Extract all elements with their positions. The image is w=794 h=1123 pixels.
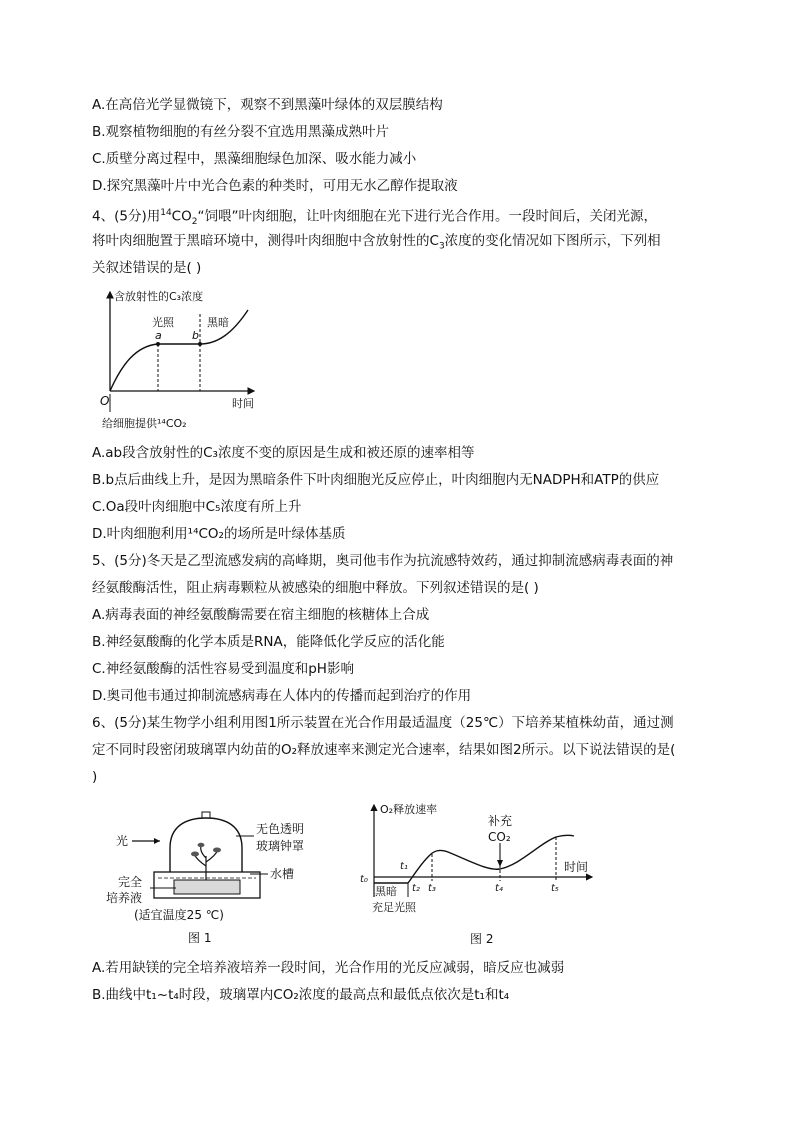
t1-label: t₁ — [400, 861, 408, 872]
light-label: 光 — [116, 834, 129, 848]
medium-label-1: 完全 — [118, 875, 143, 889]
point-a-label: a — [155, 329, 162, 342]
q3-option-b: B.观察植物细胞的有丝分裂不宜选用黑藻成熟叶片 — [92, 124, 390, 140]
q6-option-b: B.曲线中t₁~t₄时段，玻璃罩内CO₂浓度的最高点和最低点依次是t₁和t₄ — [92, 987, 510, 1003]
dark-label: 黑暗 — [375, 885, 397, 898]
q6-stem-line-1: 6、(5分)某生物学小组利用图1所示装置在光合作用最适温度（25℃）下培养某植株幼苗，通过测 — [92, 715, 674, 731]
cover-label-2: 玻璃钟罩 — [256, 839, 305, 853]
t3-label: t₃ — [428, 883, 436, 894]
point-a-marker — [156, 342, 160, 346]
t4-label: t₄ — [495, 883, 503, 894]
q4-option-b: B.b点后曲线上升，是因为黑暗条件下叶肉细胞光反应停止，叶肉细胞内无NADPH和ATP的供应 — [92, 472, 660, 488]
point-b-marker — [198, 342, 202, 346]
q3-option-d: D.探究黑藻叶片中光合色素的种类时，可用无水乙醇作提取液 — [92, 178, 458, 194]
q6-figure-1-apparatus — [104, 808, 334, 953]
q4-c3-concentration-graph — [92, 284, 262, 434]
x-axis-label: 时间 — [564, 860, 589, 874]
point-b-label: b — [192, 329, 199, 342]
q3-option-c: C.质壁分离过程中，黑藻细胞绿色加深、吸水能力减小 — [92, 151, 417, 167]
co2-label-1: 补充 — [488, 814, 513, 828]
co2-arrow-head — [497, 860, 503, 867]
q5-option-d: D.奥司他韦通过抑制流感病毒在人体内的传播而起到治疗的作用 — [92, 688, 472, 704]
q4-stem-line-1: 4、(5分)用$^{14}CO_2“$饲喂”叶肉细胞，让叶肉细胞在光下进行光合作用。一段时间后，关闭光源， — [92, 208, 657, 228]
t5-label: t₅ — [551, 883, 559, 894]
figure-1-caption: 图 1 — [188, 931, 212, 945]
q5-option-b: B.神经氨酸酶的化学本质是RNA，能降低化学反应的活化能 — [92, 634, 445, 650]
figure-2-caption: 图 2 — [470, 932, 494, 946]
leaf-icon — [213, 848, 221, 853]
figure-caption: 给细胞提供¹⁴CO₂ — [102, 417, 187, 430]
t2-label: t₂ — [412, 883, 420, 894]
q6-figure-2-o2-rate-graph — [360, 795, 600, 955]
dark-label: 黑暗 — [207, 316, 229, 329]
temperature-label: (适宜温度25 ℃) — [134, 908, 224, 922]
q5-option-a: A.病毒表面的神经氨酸酶需要在宿主细胞的核糖体上合成 — [92, 607, 430, 623]
light-arrow-head — [154, 838, 160, 844]
medium-label-2: 培养液 — [106, 891, 143, 905]
nutrient-solution — [174, 880, 240, 894]
q5-stem-line-2: 经氨酸酶活性，阻止病毒颗粒从被感染的细胞中释放。下列叙述错误的是( ) — [92, 580, 539, 596]
cover-label-1: 无色透明 — [256, 822, 305, 836]
q5-stem-line-1: 5、(5分)冬天是乙型流感发病的高峰期，奥司他韦作为抗流感特效药，通过抑制流感病毒表面的神 — [92, 553, 674, 569]
o2-rate-curve — [374, 835, 574, 883]
light-label: 光照 — [152, 316, 174, 329]
q4-option-d: D.叶肉细胞利用¹⁴CO₂的场所是叶绿体基质 — [92, 526, 346, 542]
q6-stem-line-3: ) — [92, 769, 98, 785]
leaf-icon — [191, 852, 199, 857]
y-axis-label: O₂释放速率 — [380, 803, 438, 816]
q4-stem-line-2: 将叶肉细胞置于黑暗环境中，测得叶肉细胞中含放射性的$C_3$浓度的变化情况如下图所示，下列相 — [92, 233, 661, 252]
q3-option-a: A.在高倍光学显微镜下，观察不到黑藻叶绿体的双层膜结构 — [92, 97, 443, 113]
q6-stem-line-2: 定不同时段密闭玻璃罩内幼苗的O₂释放速率来测定光合速率，结果如图2所示。以下说法错误的是( — [92, 742, 676, 758]
q4-stem-line-3: 关叙述错误的是( ) — [92, 260, 202, 276]
y-axis-label: 含放射性的C₃浓度 — [114, 290, 204, 303]
q5-option-c: C.神经氨酸酶的活性容易受到温度和pH影响 — [92, 661, 354, 677]
tank-label: 水槽 — [270, 867, 295, 881]
q4-option-a: A.ab段含放射性的C₃浓度不变的原因是生成和被还原的速率相等 — [92, 445, 475, 461]
t0-label: t₀ — [360, 874, 368, 885]
leaf-icon — [198, 843, 205, 847]
light-label: 充足光照 — [372, 901, 416, 914]
q6-option-a: A.若用缺镁的完全培养液培养一段时间，光合作用的光反应减弱，暗反应也减弱 — [92, 960, 565, 976]
q4-option-c: C.Oa段叶肉细胞中C₅浓度有所上升 — [92, 499, 302, 515]
bell-jar-knob — [202, 812, 210, 818]
co2-label-2: CO₂ — [488, 830, 511, 844]
origin-label: O — [100, 394, 110, 408]
x-axis-label: 时间 — [232, 397, 254, 410]
